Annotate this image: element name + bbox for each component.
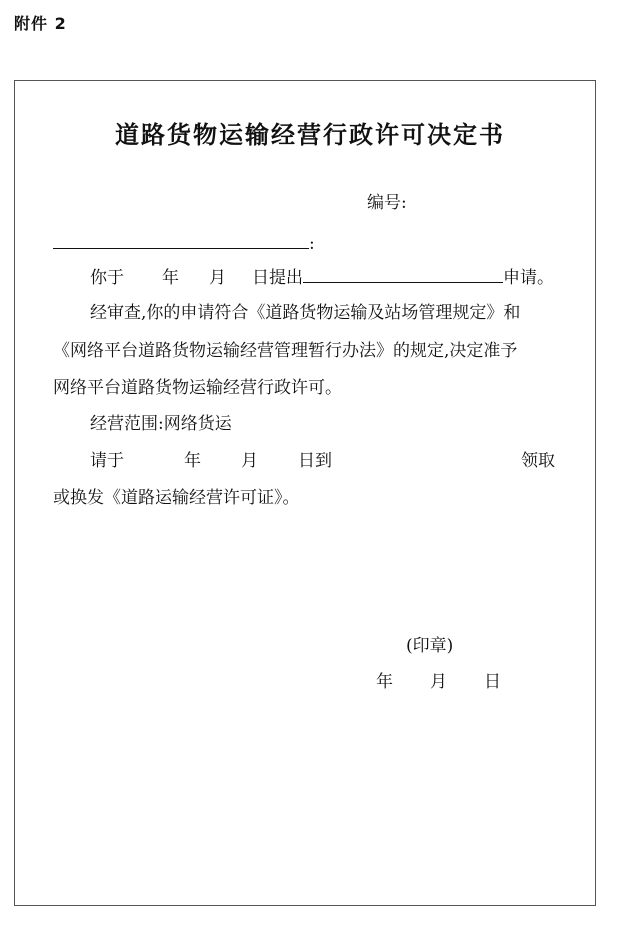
application-line	[90, 266, 554, 289]
signature-day-label: 日	[484, 672, 501, 692]
collect-year-label: 年	[184, 451, 201, 471]
signature-date-line	[376, 671, 501, 693]
application-day-submitted: 日提出	[252, 268, 303, 288]
seal-label: (印章)	[406, 636, 454, 656]
signature-year-label: 年	[376, 672, 393, 692]
application-item-blank	[303, 266, 503, 283]
application-end: 申请。	[503, 268, 554, 288]
document-number-label: 编号:	[367, 193, 407, 213]
application-year-label: 年	[162, 268, 179, 288]
business-scope-line: 经营范围:网络货运	[90, 414, 232, 434]
collect-please-on: 请于	[90, 451, 124, 471]
recipient-line	[53, 232, 315, 255]
review-line-1: 经审查,你的申请符合《道路货物运输及站场管理规定》和	[90, 303, 521, 323]
collect-line-2: 或换发《道路运输经营许可证》。	[53, 488, 300, 508]
document-title: 道路货物运输经营行政许可决定书	[115, 121, 505, 149]
review-line-3: 网络平台道路货物运输经营行政许可。	[53, 378, 342, 398]
collect-day-to: 日到	[298, 451, 332, 471]
recipient-colon: :	[309, 234, 315, 254]
collect-month-label: 月	[241, 451, 258, 471]
attachment-label: 附件 2	[14, 14, 67, 33]
application-month-label: 月	[209, 268, 226, 288]
application-you-on: 你于	[90, 268, 124, 288]
collect-receive-label: 领取	[521, 451, 555, 471]
collect-line	[90, 450, 332, 472]
signature-month-label: 月	[430, 672, 447, 692]
review-line-2: 《网络平台道路货物运输经营管理暂行办法》的规定,决定准予	[53, 341, 518, 361]
recipient-name-blank	[53, 232, 309, 249]
